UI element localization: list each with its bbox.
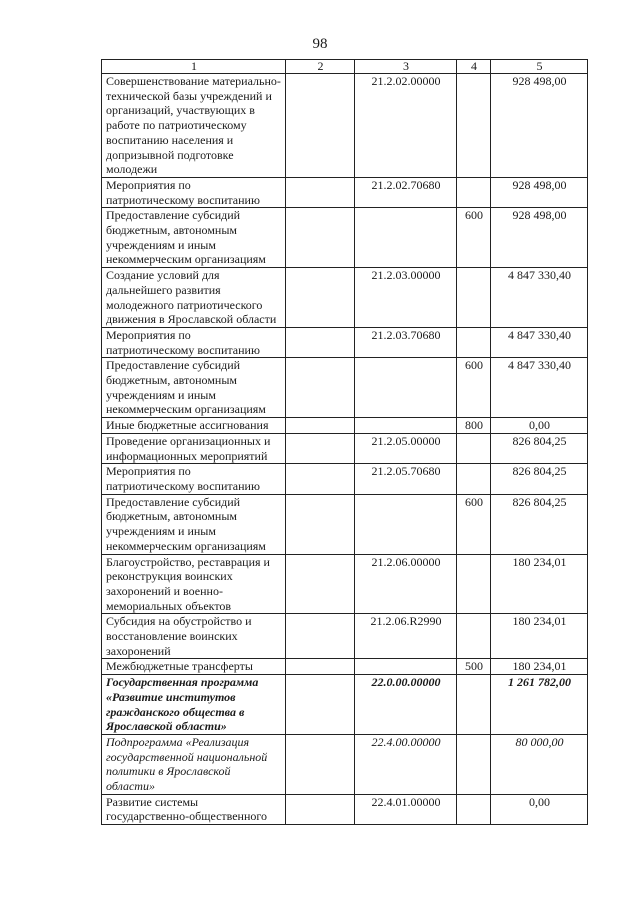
row-col2 — [286, 433, 355, 463]
row-name: Иные бюджетные ассигнования — [102, 418, 286, 434]
table-row — [102, 358, 588, 418]
row-code: 21.2.05.70680 — [355, 464, 457, 494]
header-row — [102, 60, 588, 74]
row-expense-type: 800 — [457, 418, 491, 434]
table-row — [102, 464, 588, 494]
row-col2 — [286, 494, 355, 554]
row-amount: 826 804,25 — [491, 464, 588, 494]
row-name: Мероприятия по патриотическому воспитанию — [102, 327, 286, 357]
row-amount: 180 234,01 — [491, 659, 588, 675]
row-code — [355, 358, 457, 418]
row-name: Мероприятия по патриотическому воспитанию — [102, 177, 286, 207]
row-expense-type — [457, 177, 491, 207]
row-amount: 80 000,00 — [491, 734, 588, 794]
row-name: Государственная программа «Развитие институтов гражданского общества в Ярославской области» — [102, 675, 286, 735]
row-amount: 4 847 330,40 — [491, 268, 588, 328]
row-expense-type — [457, 614, 491, 659]
row-expense-type — [457, 327, 491, 357]
row-name: Развитие системы государственно-общественного — [102, 794, 286, 824]
row-name: Субсидия на обустройство и восстановление воинских захоронений — [102, 614, 286, 659]
row-code: 22.4.01.00000 — [355, 794, 457, 824]
row-expense-type — [457, 433, 491, 463]
row-expense-type — [457, 464, 491, 494]
row-col2 — [286, 554, 355, 614]
row-code: 21.2.05.00000 — [355, 433, 457, 463]
row-amount: 0,00 — [491, 418, 588, 434]
header-col-3: 3 — [355, 60, 457, 74]
table-row — [102, 327, 588, 357]
row-col2 — [286, 734, 355, 794]
row-code: 21.2.02.70680 — [355, 177, 457, 207]
row-name: Предоставление субсидий бюджетным, автономным учреждениям и иным некоммерческим организациям — [102, 358, 286, 418]
page-number: 98 — [312, 36, 328, 52]
table-row — [102, 734, 588, 794]
row-name: Проведение организационных и информационных мероприятий — [102, 433, 286, 463]
header-col-4: 4 — [457, 60, 491, 74]
table-row — [102, 614, 588, 659]
row-amount: 4 847 330,40 — [491, 327, 588, 357]
row-expense-type — [457, 74, 491, 178]
row-code — [355, 659, 457, 675]
row-col2 — [286, 327, 355, 357]
row-amount: 928 498,00 — [491, 177, 588, 207]
table-header — [102, 60, 588, 74]
row-amount: 0,00 — [491, 794, 588, 824]
table-row — [102, 208, 588, 268]
row-col2 — [286, 208, 355, 268]
table-row — [102, 433, 588, 463]
table-row — [102, 494, 588, 554]
table-row — [102, 177, 588, 207]
row-amount: 180 234,01 — [491, 554, 588, 614]
table-row — [102, 794, 588, 824]
row-amount: 928 498,00 — [491, 74, 588, 178]
row-code — [355, 208, 457, 268]
row-col2 — [286, 659, 355, 675]
header-col-2: 2 — [286, 60, 355, 74]
row-code: 22.0.00.00000 — [355, 675, 457, 735]
row-expense-type: 600 — [457, 494, 491, 554]
row-col2 — [286, 464, 355, 494]
row-name: Создание условий для дальнейшего развития молодежного патриотического движения в Ярославской области — [102, 268, 286, 328]
row-expense-type — [457, 268, 491, 328]
budget-table — [101, 59, 588, 825]
table-row — [102, 268, 588, 328]
row-name: Совершенствование материально-технической базы учреждений и организаций, участвующих в работе по патриотическому воспитанию населения и допризывной подготовке молодежи — [102, 74, 286, 178]
row-code: 21.2.03.00000 — [355, 268, 457, 328]
row-name: Мероприятия по патриотическому воспитанию — [102, 464, 286, 494]
row-col2 — [286, 177, 355, 207]
table-row — [102, 554, 588, 614]
row-name: Межбюджетные трансферты — [102, 659, 286, 675]
table-row — [102, 675, 588, 735]
row-expense-type — [457, 675, 491, 735]
row-code: 21.2.06.00000 — [355, 554, 457, 614]
table-row — [102, 659, 588, 675]
row-col2 — [286, 358, 355, 418]
row-amount: 1 261 782,00 — [491, 675, 588, 735]
row-amount: 180 234,01 — [491, 614, 588, 659]
table-body — [102, 74, 588, 825]
row-code: 21.2.03.70680 — [355, 327, 457, 357]
row-code — [355, 418, 457, 434]
row-expense-type — [457, 794, 491, 824]
table-row — [102, 418, 588, 434]
row-name: Подпрограмма «Реализация государственной национальной политики в Ярославской области» — [102, 734, 286, 794]
row-expense-type: 600 — [457, 358, 491, 418]
row-name: Благоустройство, реставрация и реконструкция воинских захоронений и военно-мемориальных объектов — [102, 554, 286, 614]
row-amount: 928 498,00 — [491, 208, 588, 268]
table-row — [102, 74, 588, 178]
row-amount: 826 804,25 — [491, 433, 588, 463]
row-expense-type — [457, 734, 491, 794]
row-code: 21.2.06.R2990 — [355, 614, 457, 659]
row-col2 — [286, 268, 355, 328]
row-col2 — [286, 418, 355, 434]
row-code — [355, 494, 457, 554]
row-code: 21.2.02.00000 — [355, 74, 457, 178]
row-col2 — [286, 794, 355, 824]
row-amount: 826 804,25 — [491, 494, 588, 554]
row-expense-type: 600 — [457, 208, 491, 268]
row-col2 — [286, 74, 355, 178]
row-name: Предоставление субсидий бюджетным, автономным учреждениям и иным некоммерческим организациям — [102, 208, 286, 268]
row-code: 22.4.00.00000 — [355, 734, 457, 794]
row-col2 — [286, 614, 355, 659]
row-col2 — [286, 675, 355, 735]
row-amount: 4 847 330,40 — [491, 358, 588, 418]
header-col-1: 1 — [102, 60, 286, 74]
header-col-5: 5 — [491, 60, 588, 74]
row-name: Предоставление субсидий бюджетным, автономным учреждениям и иным некоммерческим организациям — [102, 494, 286, 554]
row-expense-type: 500 — [457, 659, 491, 675]
row-expense-type — [457, 554, 491, 614]
